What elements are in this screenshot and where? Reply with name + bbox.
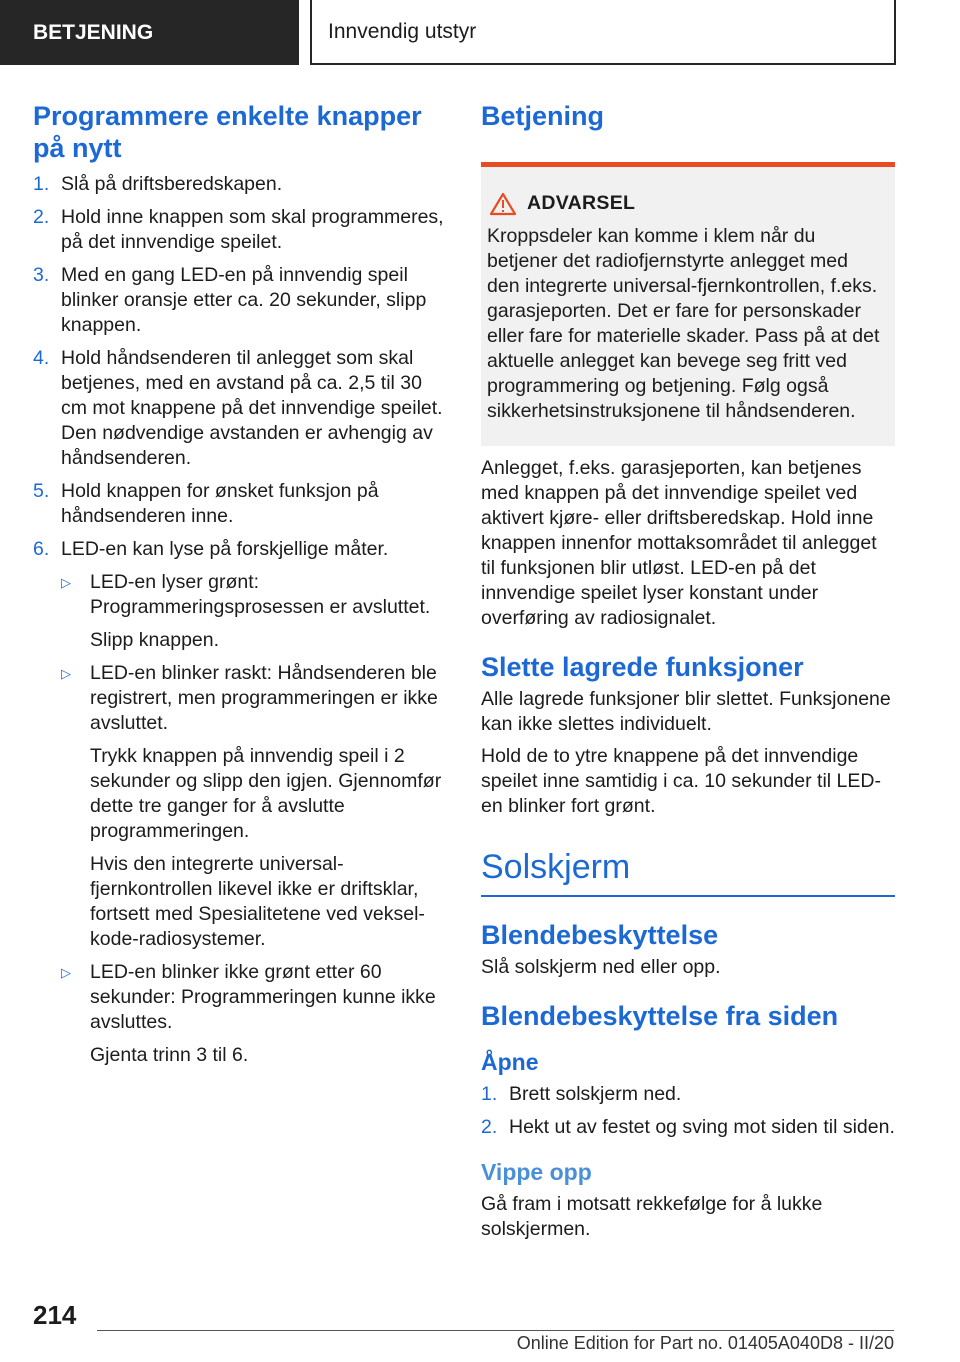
footer-edition: Online Edition for Part no. 01405A040D8 - II/20 xyxy=(516,1333,894,1353)
sub-note: Hvis den integrerte universal-fjernkontrollen likevel ikke er driftsklar, fortsett med Spesialitetene ved veksel-kode-radiosystemer. xyxy=(90,853,425,950)
sub-note: Gjenta trinn 3 til 6. xyxy=(90,1044,249,1066)
step-item xyxy=(33,537,447,1076)
warning-header xyxy=(487,191,881,216)
triangle-bullet-icon: ▷ xyxy=(61,575,71,590)
left-column xyxy=(33,100,447,1084)
chapter-tab xyxy=(310,0,896,65)
betjening-text: Anlegget, f.eks. garasjeporten, kan betjenes med knappen på det innvendige speilet ved aktivert kjøre- eller driftsberedskap. Hold inne knappen innenfor mottaksområdet til anlegget til funksjonen blir utløst. LED-en på det innvendige speilet lyser konstant under overføring av radiosignalet. xyxy=(481,457,877,629)
step-text: Hold knappen for ønsket funksjon på håndsenderen inne. xyxy=(61,480,379,527)
step-number: 2. xyxy=(33,206,50,228)
step-number: 5. xyxy=(33,480,50,502)
step-item xyxy=(481,1082,895,1107)
section-label: BETJENING xyxy=(33,20,154,44)
footer-divider xyxy=(97,1330,894,1331)
step-text: Med en gang LED-en på innvendig speil blinker oransje etter ca. 20 sekunder, slipp knappen. xyxy=(61,264,427,336)
step-body xyxy=(61,537,447,1076)
sub-item xyxy=(61,960,447,1068)
step-item xyxy=(481,1115,895,1140)
sub-note: Slipp knappen. xyxy=(90,629,220,651)
led-behaviour-list xyxy=(61,570,447,1068)
solskjerm-heading: Solskjerm xyxy=(481,847,895,897)
step-number: 3. xyxy=(33,264,50,286)
blende-text: Slå solskjerm ned eller opp. xyxy=(481,956,721,978)
blende-heading: Blendebeskyttelse xyxy=(481,920,719,950)
step-item xyxy=(33,479,447,529)
triangle-bullet-icon: ▷ xyxy=(61,965,71,980)
sub-item xyxy=(61,570,447,653)
step-text: Hekt ut av festet og sving mot siden til siden. xyxy=(509,1116,895,1138)
sub-text: LED-en blinker ikke grønt etter 60 sekunder: Programmeringen kunne ikke avsluttes. xyxy=(90,961,436,1033)
step-item xyxy=(33,263,447,338)
vippe-text: Gå fram i motsatt rekkefølge for å lukke solskjermen. xyxy=(481,1193,823,1240)
betjening-heading: Betjening xyxy=(481,101,605,131)
blende-side-heading: Blendebeskyttelse fra siden xyxy=(481,1001,839,1031)
page-number: 214 xyxy=(33,1300,77,1330)
reprogram-heading: Programmere enkelte knapper på nytt xyxy=(33,101,422,163)
reprogram-steps xyxy=(33,172,447,1076)
sub-note: Trykk knappen på innvendig speil i 2 sekunder og slipp den igjen. Gjennomfør dette tre ganger for å avslutte programmeringen. xyxy=(90,745,442,842)
step-number: 1. xyxy=(33,173,50,195)
right-column xyxy=(481,100,895,1242)
vippe-heading: Vippe opp xyxy=(481,1159,592,1185)
step-text: LED-en kan lyse på forskjellige måter. xyxy=(61,538,389,560)
warning-box xyxy=(481,162,895,446)
apne-heading: Åpne xyxy=(481,1049,539,1075)
sub-text: LED-en blinker raskt: Håndsenderen ble registrert, men programmeringen er ikke avsluttet. xyxy=(90,662,438,734)
sub-text: LED-en lyser grønt: Programmeringsprosessen er avsluttet. xyxy=(90,571,431,618)
step-number: 1. xyxy=(481,1083,498,1105)
slette-heading: Slette lagrede funksjoner xyxy=(481,652,804,682)
step-number: 2. xyxy=(481,1116,498,1138)
slette-paragraph-2: Hold de to ytre knappene på det innvendige speilet inne samtidig i ca. 10 sekunder til LED-en blinker fort grønt. xyxy=(481,745,881,817)
warning-text: Kroppsdeler kan komme i klem når du betjener det radiofjernstyrte anlegget med den integrerte universal-fjernkontrollen, f.eks. garasjeporten. Det er fare for personskader eller fare for materielle skader. Pass på at det aktuelle anlegget kan bevege seg fritt ved programmering og betjening. Følg også sikkerhetsinstruksjonene til håndsenderen. xyxy=(487,225,880,422)
chapter-label: Innvendig utstyr xyxy=(328,19,477,43)
step-item xyxy=(33,172,447,197)
step-text: Hold inne knappen som skal programmeres, på det innvendige speilet. xyxy=(61,206,444,253)
section-tab xyxy=(0,0,299,65)
step-text: Hold håndsenderen til anlegget som skal betjenes, med en avstand på ca. 2,5 til 30 cm mot knappene på det innvendige speilet. Den nødvendige avstanden er avhengig av håndsenderen. xyxy=(61,347,443,469)
sub-body xyxy=(90,570,447,653)
warning-title: ADVARSEL xyxy=(527,192,636,214)
sub-item xyxy=(61,661,447,952)
step-item xyxy=(33,346,447,471)
step-text: Slå på driftsberedskapen. xyxy=(61,173,283,195)
step-item xyxy=(33,205,447,255)
sub-body xyxy=(90,661,447,952)
slette-paragraph-1: Alle lagrede funksjoner blir slettet. Funksjonene kan ikke slettes individuelt. xyxy=(481,688,891,735)
sub-body xyxy=(90,960,447,1068)
triangle-bullet-icon: ▷ xyxy=(61,666,71,681)
step-text: Brett solskjerm ned. xyxy=(509,1083,682,1105)
apne-steps xyxy=(481,1082,895,1140)
warning-triangle-icon xyxy=(489,192,517,216)
step-number: 6. xyxy=(33,538,50,560)
step-number: 4. xyxy=(33,347,50,369)
